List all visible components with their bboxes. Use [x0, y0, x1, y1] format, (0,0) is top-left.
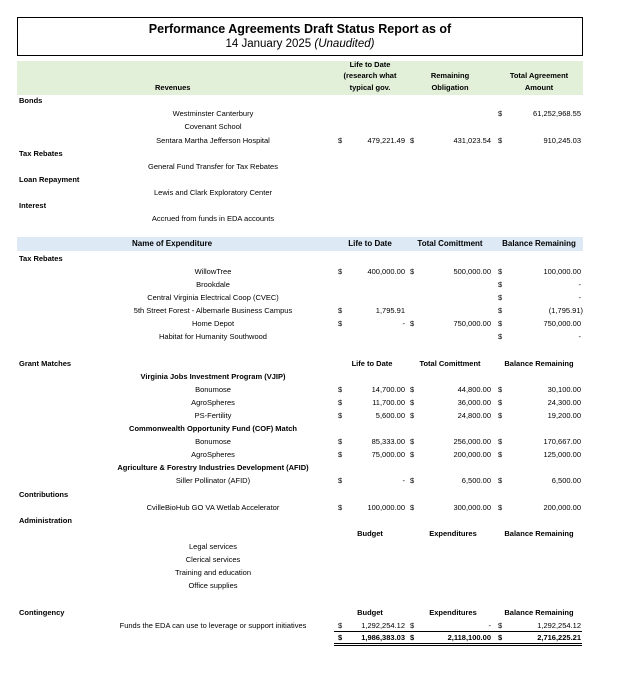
row-sentara-label: Sentara Martha Jefferson Hospital	[156, 136, 270, 145]
habitat-balance: -	[578, 332, 581, 341]
cof-bonumose-balance: 170,667.00	[543, 437, 581, 446]
sentara-remaining: 431,023.54	[453, 136, 491, 145]
home-depot-commit: 750,000.00	[453, 319, 491, 328]
dollar-sign: $	[498, 398, 503, 407]
dollar-sign: $	[410, 503, 415, 512]
dollar-sign: $	[338, 398, 343, 407]
section-contingency: Contingency	[19, 608, 65, 617]
dollar-sign: $	[410, 319, 415, 328]
grants-col-balance: Balance Remaining	[504, 359, 574, 368]
dollar-sign: $	[498, 267, 503, 276]
grants-col-commit: Total Comittment	[419, 359, 481, 368]
row-cvec-label: Central Virginia Electrical Coop (CVEC)	[147, 293, 279, 302]
vjip-header: Virginia Jobs Investment Program (VJIP)	[140, 372, 286, 381]
admin-col-balance: Balance Remaining	[504, 529, 574, 538]
cof-bonumose-ltd: 85,333.00	[371, 437, 405, 446]
dollar-sign: $	[410, 136, 415, 145]
totals-divider	[334, 631, 582, 632]
willowtree-ltd: 400,000.00	[367, 267, 405, 276]
exp-col-ltd: Life to Date	[348, 239, 392, 248]
cof-agrospheres-balance: 125,000.00	[543, 450, 581, 459]
row-covenant-label: Covenant School	[184, 122, 242, 131]
vjip-psfertility-ltd: 5,600.00	[375, 411, 405, 420]
funds-expenditures: -	[488, 621, 491, 630]
dollar-sign: $	[498, 437, 503, 446]
section-bonds: Bonds	[19, 96, 43, 105]
vjip-bonumose-ltd: 14,700.00	[371, 385, 405, 394]
dollar-sign: $	[338, 621, 343, 630]
sentara-total: 910,245.03	[543, 136, 581, 145]
revenues-header-bg	[17, 61, 583, 95]
dollar-sign: $	[410, 621, 415, 630]
col-ltd-line1: Life to Date	[349, 60, 391, 69]
row-willowtree-label: WillowTree	[194, 267, 232, 276]
row-general-fund-label: General Fund Transfer for Tax Rebates	[148, 162, 278, 171]
row-funds-label: Funds the EDA can use to leverage or support initiatives	[119, 621, 307, 630]
home-depot-balance: 750,000.00	[543, 319, 581, 328]
contingency-col-balance: Balance Remaining	[504, 608, 574, 617]
col-ltd-line2: (research what	[343, 71, 397, 80]
row-vjip-psfertility-label: PS-Fertility	[194, 411, 232, 420]
cvillebiohub-commit: 300,000.00	[453, 503, 491, 512]
section-administration: Administration	[19, 516, 72, 525]
revenues-header: Revenues	[155, 83, 191, 92]
row-training-label: Training and education	[174, 568, 252, 577]
dollar-sign: $	[498, 503, 503, 512]
dollar-sign: $	[410, 267, 415, 276]
dollar-sign: $	[338, 306, 343, 315]
row-vjip-bonumose-label: Bonumose	[195, 385, 231, 394]
brookdale-balance: -	[578, 280, 581, 289]
row-vjip-agrospheres-label: AgroSpheres	[191, 398, 235, 407]
total-balance: 2,716,225.21	[537, 633, 581, 642]
admin-col-expenditures: Expenditures	[429, 529, 477, 538]
dollar-sign: $	[498, 293, 503, 302]
siller-commit: 6,500.00	[461, 476, 491, 485]
fifth-street-ltd: 1,795.91	[375, 306, 405, 315]
totals-double-underline	[334, 643, 582, 646]
siller-balance: 6,500.00	[551, 476, 581, 485]
row-cvillebiohub-label: CvilleBioHub GO VA Wetlab Accelerator	[146, 503, 280, 512]
dollar-sign: $	[498, 476, 503, 485]
col-remaining-line2: Obligation	[431, 83, 469, 92]
section-tax-rebates-revenue: Tax Rebates	[19, 149, 63, 158]
dollar-sign: $	[338, 411, 343, 420]
row-home-depot-label: Home Depot	[191, 319, 235, 328]
report-date: 14 January 2025 (Unaudited)	[225, 38, 375, 50]
dollar-sign: $	[338, 385, 343, 394]
total-budget: 1,986,383.03	[361, 633, 405, 642]
vjip-bonumose-commit: 44,800.00	[457, 385, 491, 394]
row-siller-label: Siller Pollinator (AFID)	[175, 476, 251, 485]
report-title: Performance Agreements Draft Status Report as of	[148, 22, 452, 36]
section-contributions: Contributions	[19, 490, 69, 499]
vjip-psfertility-balance: 19,200.00	[547, 411, 581, 420]
section-loan-repayment: Loan Repayment	[19, 175, 80, 184]
cof-bonumose-commit: 256,000.00	[453, 437, 491, 446]
contingency-col-expenditures: Expenditures	[429, 608, 477, 617]
row-accrued-label: Accrued from funds in EDA accounts	[151, 214, 275, 223]
dollar-sign: $	[338, 476, 343, 485]
westminster-total: 61,252,968.55	[533, 109, 581, 118]
dollar-sign: $	[410, 411, 415, 420]
cvec-balance: -	[578, 293, 581, 302]
dollar-sign: $	[410, 476, 415, 485]
dollar-sign: $	[498, 332, 503, 341]
dollar-sign: $	[498, 450, 503, 459]
section-interest: Interest	[19, 201, 47, 210]
dollar-sign: $	[338, 267, 343, 276]
siller-ltd: -	[402, 476, 405, 485]
row-cof-bonumose-label: Bonumose	[195, 437, 231, 446]
row-cof-agrospheres-label: AgroSpheres	[191, 450, 235, 459]
dollar-sign: $	[498, 319, 503, 328]
dollar-sign: $	[498, 109, 503, 118]
dollar-sign: $	[338, 503, 343, 512]
dollar-sign: $	[410, 398, 415, 407]
dollar-sign: $	[498, 385, 503, 394]
col-ltd-line3: typical gov.	[349, 83, 391, 92]
cvillebiohub-balance: 200,000.00	[543, 503, 581, 512]
total-expenditures: 2,118,100.00	[447, 633, 491, 642]
col-remaining-line1: Remaining	[430, 71, 470, 80]
col-total-line2: Amount	[524, 83, 554, 92]
dollar-sign: $	[338, 450, 343, 459]
dollar-sign: $	[498, 280, 503, 289]
section-grant-matches: Grant Matches	[19, 359, 72, 368]
exp-col-commit: Total Comittment	[417, 239, 483, 248]
dollar-sign: $	[338, 136, 343, 145]
dollar-sign: $	[338, 319, 343, 328]
afid-header: Agriculture & Forestry Industries Development (AFID)	[117, 463, 309, 472]
dollar-sign: $	[338, 633, 343, 642]
dollar-sign: $	[498, 136, 503, 145]
dollar-sign: $	[410, 633, 415, 642]
dollar-sign: $	[410, 385, 415, 394]
cof-agrospheres-ltd: 75,000.00	[371, 450, 405, 459]
dollar-sign: $	[498, 411, 503, 420]
expenditure-header: Name of Expenditure	[132, 239, 213, 248]
dollar-sign: $	[498, 306, 503, 315]
dollar-sign: $	[498, 633, 503, 642]
cof-agrospheres-commit: 200,000.00	[453, 450, 491, 459]
willowtree-commit: 500,000.00	[453, 267, 491, 276]
vjip-agrospheres-ltd: 11,700.00	[372, 398, 405, 407]
row-westminster-label: Westminster Canterbury	[172, 109, 254, 118]
report-title-box	[17, 17, 583, 56]
row-office-label: Office supplies	[188, 581, 238, 590]
exp-col-balance: Balance Remaining	[502, 239, 576, 248]
row-habitat-label: Habitat for Humanity Southwood	[159, 332, 267, 341]
col-total-line1: Total Agreement	[509, 71, 569, 80]
contingency-col-budget: Budget	[357, 608, 383, 617]
sentara-ltd: 479,221.49	[367, 136, 405, 145]
cvillebiohub-ltd: 100,000.00	[367, 503, 405, 512]
vjip-agrospheres-commit: 36,000.00	[457, 398, 491, 407]
dollar-sign: $	[410, 437, 415, 446]
vjip-psfertility-commit: 24,800.00	[457, 411, 491, 420]
funds-budget: 1,292,254.12	[361, 621, 405, 630]
dollar-sign: $	[410, 450, 415, 459]
funds-balance: 1,292,254.12	[537, 621, 581, 630]
grants-col-ltd: Life to Date	[351, 359, 393, 368]
row-brookdale-label: Brookdale	[196, 280, 230, 289]
section-tax-rebates-exp: Tax Rebates	[19, 254, 63, 263]
dollar-sign: $	[498, 621, 503, 630]
vjip-agrospheres-balance: 24,300.00	[547, 398, 581, 407]
row-fifth-street-label: 5th Street Forest - Albemarle Business Campus	[133, 306, 293, 315]
home-depot-ltd: -	[402, 319, 405, 328]
admin-col-budget: Budget	[357, 529, 383, 538]
row-legal-label: Legal services	[189, 542, 237, 551]
row-clerical-label: Clerical services	[185, 555, 241, 564]
row-lewis-clark-label: Lewis and Clark Exploratory Center	[154, 188, 272, 197]
fifth-street-balance: (1,795.91)	[548, 306, 583, 315]
willowtree-balance: 100,000.00	[543, 267, 581, 276]
vjip-bonumose-balance: 30,100.00	[547, 385, 581, 394]
dollar-sign: $	[338, 437, 343, 446]
cof-header: Commonwealth Opportunity Fund (COF) Match	[129, 424, 297, 433]
